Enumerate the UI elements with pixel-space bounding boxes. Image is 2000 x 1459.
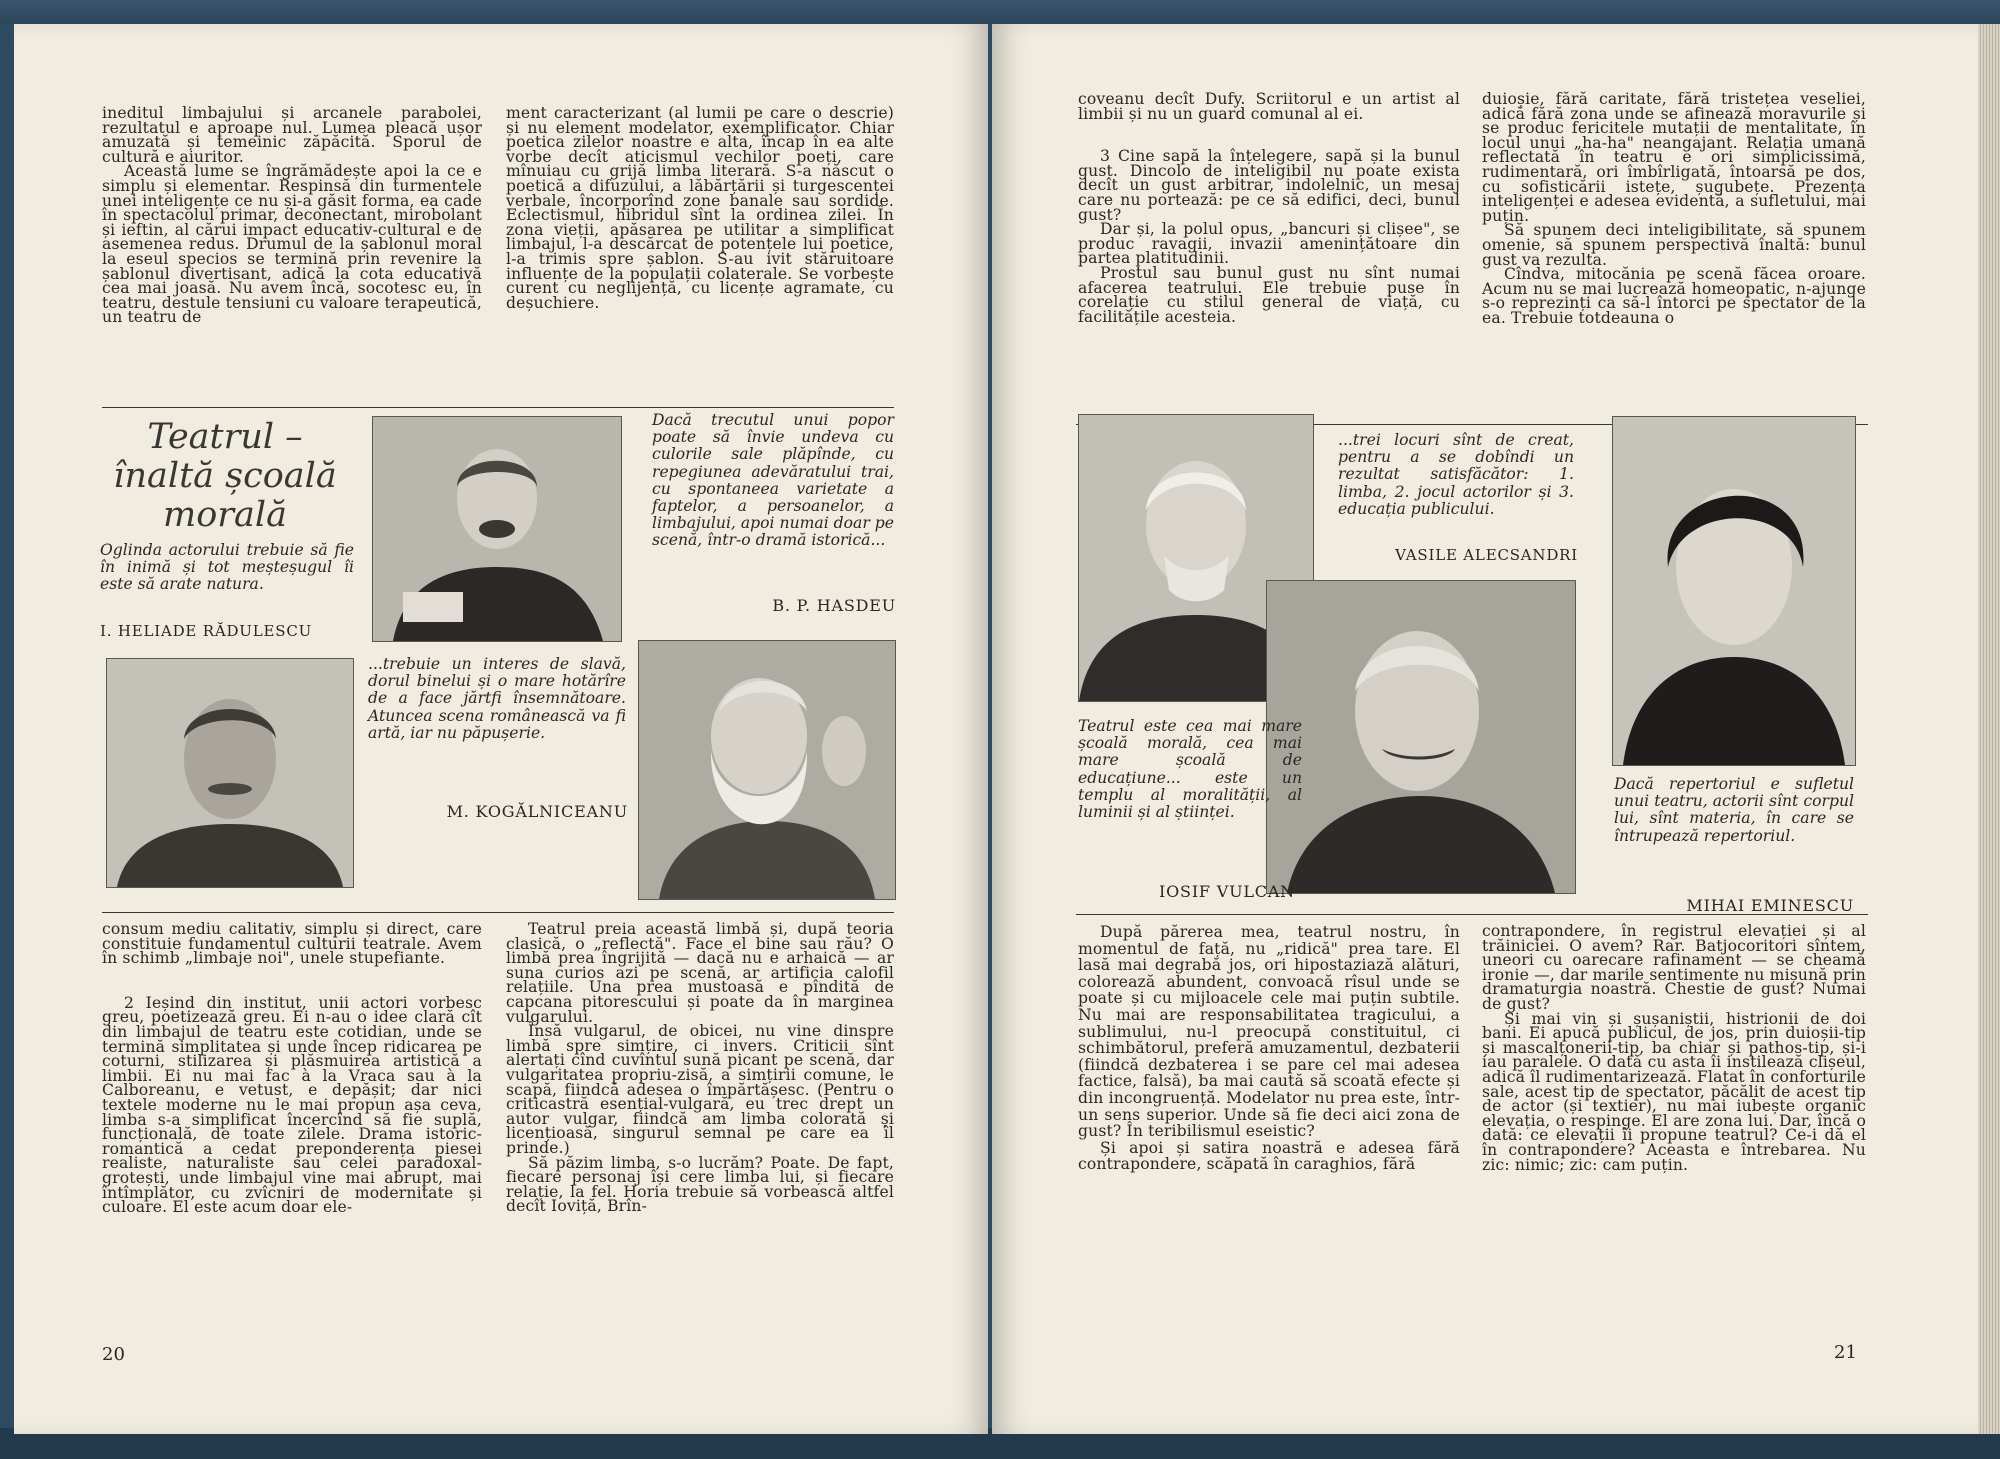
paragraph: Cîndva, mitocănia pe scenă făcea oroare. Acum nu se mai lucrează homeopatic, n-ajunge s-o reprezinți ca să-l întorci pe spectator de la ea. Trebuie totdeauna o [1482, 265, 1866, 327]
left-bottom-column-1 [102, 922, 482, 1215]
right-top-column-1 [1078, 92, 1460, 324]
title-line: Teatrul – [147, 417, 303, 457]
quote-kogalniceanu: ...trebuie un interes de slavă, dorul binelui și o mare hotărîre de a face jărtfi însemnătoare. Atuncea scena românească va fi artă, iar nu păpușerie. [368, 655, 626, 742]
author-heliade: I. HELIADE RĂDULESCU [100, 622, 313, 640]
page-number: 20 [102, 1344, 125, 1365]
paragraph: După părerea mea, teatrul nostru, în momentul de față, nu „ridică" prea tare. El lasă mai degrabă jos, ori hipostaziază alături, colorează abundent, convoacă rîsul unde se poate și cu mijloacele cele mai puțin subtile. Nu mai are responsabilitatea tragicului, a sublimului, nu-l preocupă constituitul, ci schimbătorul, preferă amuzamentul, dezbaterii (fiindcă dezbaterea i se pare cel mai adesea factice, falsă), ba mai caută să scoată efecte și din incongruență. Modelator nu prea este, într-un sens superior. Unde să fie deci aici zona de gust? În teribilismul eseistic? [1078, 923, 1460, 1141]
paragraph: Dar și, la polul opus, „bancuri și clișee", se produc ravagii, invazii amenințătoare din partea platitudinii. [1078, 220, 1460, 268]
left-top-column-2 [506, 106, 894, 310]
section-divider [1076, 914, 1868, 915]
author-kogalniceanu: M. KOGĂLNICEANU [446, 802, 628, 821]
portrait-hasdeu [638, 640, 896, 900]
quote-eminescu: Dacă repertoriul e sufletul unui teatru, actorii sînt corpul lui, sînt materia, în care se întrupează repertoriul. [1614, 775, 1854, 845]
paragraph: Teatrul preia această limbă și, după teoria clasică, o „reflectă". Face el bine sau rău? O limbă prea îngrijită — dacă nu e arhaică — ar suna curios azi pe scenă, ar artificia calofil relațiile. Una prea mustoasă e pîndită de capcana pitorescului și poate da în marginea vulgarului. [506, 920, 894, 1026]
portrait-kogalniceanu [106, 658, 354, 888]
binder-edge-top [0, 0, 2000, 24]
paragraph: Această lume se îngrămădește apoi la ce e simplu și elementar. Respinsă din turmentele unei inteligențe ce nu și-a găsit forma, ea cade în spectacolul primar, deconectant, mirobolant și ieftin, al cărui impact educativ-cultural e de asemenea redus. Drumul de la șablonul moral la eseul specios se termină prin revenire la șablonul divertisant, adică la cota educativă cea mai joasă. Nu avem încă, socotesc eu, în teatru, destule tensiuni cu valoare terapeutică, un teatru de [102, 162, 482, 327]
paragraph: Și mai vin și șușaniștii, histrionii de doi bani. Ei apucă publicul, de jos, prin duioșii-tip și mascalțonerii-tip, ba chiar și pathos-tip, și-i iau paralele. O dată cu asta îi instilează clișeul, adică îl rudimentarizează. Flatat în conforturile sale, acest tip de spectator, păcălit de acest tip de actor (și textier), nu mai iubește organic elevația, o respinge. El are zona lui. Dar, încă o dată: ce elevații îi propune teatrul? Ce-i dă el în contrapondere? Aceasta e întrebarea. Nu zic: nimic; zic: cam puțin. [1482, 1009, 1866, 1174]
author-vulcan: IOSIF VULCAN [1159, 882, 1295, 901]
quote-heliade: Oglinda actorului trebuie să fie în inimă și tot meșteșugul îi este să arate natura. [100, 541, 354, 594]
paragraph: ment caracterizant (al lumii pe care o descrie) și nu element modelator, exemplificator. Chiar poetica zilelor noastre e alta, încap în ea alte vorbe decît aticismul vechilor poeți, care mînuiau cu grijă limba literară. S-a născut o poetică a difuzului, a lăbărțării și turgescenței verbale, încorporînd zone banale sau sordide. Eclectismul, hibridul sînt la ordinea zilei. În zona vieții, apăsarea pe utilitar a simplificat limbajul, l-a descărcat de potențele lui poetice, l-a trimis spre șablon. S-au ivit stăruitoare influențe de la populații colaterale. Se vorbește curent cu neglijență, cu licențe agramate, cu deșuchiere. [506, 104, 894, 312]
quote-vulcan: Teatrul este cea mai mare școală morală, cea mai mare școală de educațiune... este un templu al moralității, al luminii și al științei. [1078, 717, 1302, 822]
portrait-heliade [372, 416, 622, 642]
author-eminescu: MIHAI EMINESCU [1686, 896, 1854, 915]
paragraph: Prostul sau bunul gust nu sînt numai afacerea teatrului. Ele trebuie puse în corelație cu stilul general de viață, cu facilitățile acesteia. [1078, 263, 1460, 326]
portrait-vulcan [1266, 580, 1576, 894]
paragraph: Însă vulgarul, de obicei, nu vine dinspre limbă spre simțire, ci invers. Criticii sînt alertați cînd cuvîntul sună picant pe scenă, dar vulgaritatea propriu-zisă, a simțirii comune, le scapă, fiindcă adesea o împărtășesc. (Pentru o criticastră esențial-vulgară, eu trec drept un autor vulgar, fiindcă am limba colorată și licențioasă, singurul semnal pe care ea îl prinde.) [506, 1022, 894, 1157]
paragraph: Și apoi și satira noastră e adesea fără contrapondere, scăpată în caraghios, fără [1078, 1138, 1460, 1174]
right-top-column-2 [1482, 92, 1866, 326]
paragraph: Să spunem deci inteligibilitate, să spunem omenie, să spunem perspectivă înaltă: bunul gust va rezulta. [1482, 221, 1866, 269]
article-title [110, 418, 340, 535]
left-bottom-column-2 [506, 922, 894, 1214]
paragraph: Să păzim limba, s-o lucrăm? Poate. De fapt, fiecare personaj își cere limba lui, și fiecare relație, la fel. Horia trebuie să vorbească altfel decît Ioviță, Brîn- [506, 1153, 894, 1216]
quote-hasdeu: Dacă trecutul unui popor poate să învie undeva cu culorile sale plăpînde, cu repegiunea adevăratului trai, cu spontaneea varietate a faptelor, a persoanelor, a limbajului, apoi numai doar pe scenă, într-o dramă istorică... [652, 411, 894, 550]
paragraph: ineditul limbajului și arcanele parabolei, rezultatul e aproape nul. Lumea pleacă ușor amuzată și temeinic zăpăcită. Sporul de cultură e aiuritor. [102, 104, 482, 166]
paragraph: 2 Ieșind din institut, unii actori vorbesc greu, poetizează greu. Ei n-au o idee clară cît din limbajul de teatru este cotidian, unde se termină simplitatea și unde încep ridicarea pe coturni, stilizarea și plăsmuirea artistică a limbii. Ei nu mai fac à la Vraca sau à la Calboreanu, e vetust, e depășit; dar nici textele moderne nu le mai propun așa ceva, limba s-a simplificat încercînd să fie suplă, funcțională, de toate zilele. Drama istoric-romantică a cedat preponderența piesei realiste, naturaliste sau celei paradoxal-grotești, unde limbajul vine mai abrupt, mai întîmplător, cu zvîcniri de modernitate și culoare. El este acum doar ele- [102, 993, 482, 1217]
page-stack-edge [1978, 24, 2000, 1434]
portrait-eminescu [1612, 416, 1856, 766]
left-top-column-1 [102, 106, 482, 325]
paragraph: contrapondere, în registrul elevației și al trăiniciei. O avem? Rar. Batjocoritori sîntem, uneori cu oarecare rafinament — se cheamă ironie —, dar marile sentimente nu mișună prin dramaturgia noastră. Chestie de gust? Numai de gust? [1482, 922, 1866, 1013]
section-divider [102, 912, 894, 913]
left-page [14, 24, 988, 1434]
paragraph: coveanu decît Dufy. Scriitorul e un artist al limbii și nu un guard comunal al ei. [1078, 90, 1460, 123]
right-page [992, 24, 1978, 1434]
paragraph: consum mediu calitativ, simplu și direct, care constituie fundamentul culturii teatrale. Avem în schimb „limbaje noi", unele stupefiante. [102, 920, 482, 968]
paragraph: duioșie, fără caritate, fără tristețea veseliei, adică fără zona unde se afinează moravurile și se produc fericitele mutații de mentalitate, în locul unui „ha-ha" neangajant. Relația umană reflectată în teatru e ori simplicissimă, rudimentară, ori îmbîrligată, întoarsă pe dos, cu sofisticării istețe, șugubețe. Prezența inteligenței e adesea evidentă, a sufletului, mai puțin. [1482, 90, 1866, 225]
title-line: înaltă școală [113, 456, 337, 496]
quote-alecsandri: ...trei locuri sînt de creat, pentru a se dobîndi un rezultat satisfăcător: 1. limba, 2. jocul actorilor și 3. educația publicului. [1338, 431, 1574, 518]
author-hasdeu: B. P. HASDEU [772, 596, 896, 615]
right-bottom-column-2 [1482, 924, 1866, 1172]
paragraph: 3 Cine sapă la înțelegere, sapă și la bunul gust. Dincolo de inteligibil nu poate exista decît un gust arbitrar, indolelnic, un mesaj care nu portează: pe ce să edifici, deci, bunul gust? [1078, 147, 1460, 224]
author-alecsandri: VASILE ALECSANDRI [1395, 546, 1578, 564]
title-line: morală [163, 495, 287, 535]
page-number: 21 [1834, 1342, 1857, 1363]
section-divider [102, 407, 894, 408]
right-bottom-column-1 [1078, 924, 1460, 1173]
